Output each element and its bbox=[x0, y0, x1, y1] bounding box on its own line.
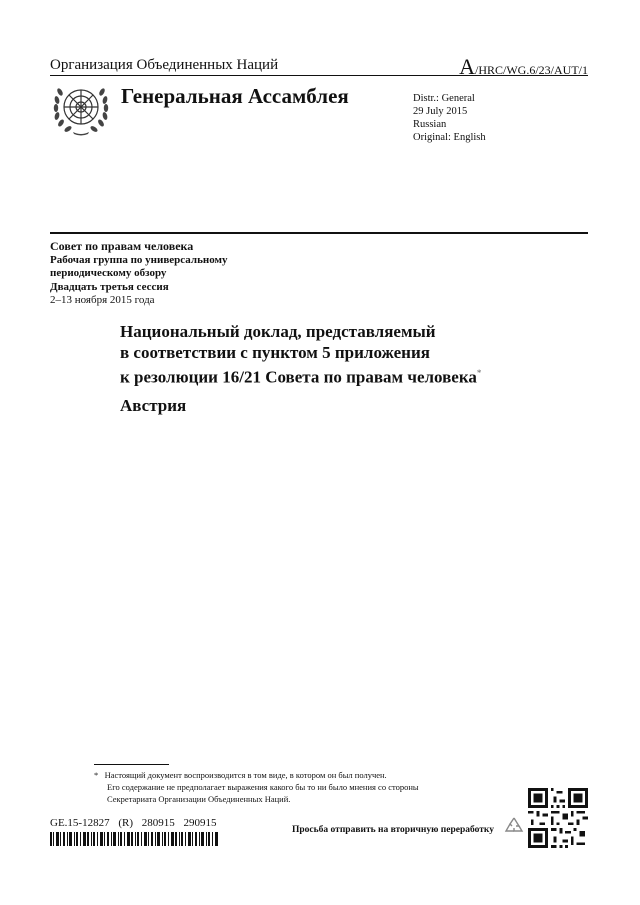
symbol-letter: A bbox=[459, 54, 475, 79]
footnote-divider bbox=[94, 764, 169, 765]
qr-code-icon bbox=[528, 788, 588, 848]
general-assembly-heading: Генеральная Ассамблея bbox=[121, 84, 349, 108]
council-block bbox=[50, 240, 228, 308]
distribution-block bbox=[413, 92, 486, 144]
footnote-line1-text: Настоящий документ воспроизводится в том виде, в котором он был получен. bbox=[104, 770, 387, 780]
footnote-line2: Его содержание не предполагает выражения какого бы то ни было мнения со стороны bbox=[107, 782, 419, 792]
footnote-reference: * bbox=[476, 368, 482, 378]
session-name: Двадцать третья сессия bbox=[50, 280, 169, 293]
section-divider bbox=[50, 232, 588, 234]
header-divider bbox=[50, 75, 588, 76]
barcode-icon bbox=[50, 832, 220, 846]
report-title bbox=[120, 322, 481, 388]
report-title-line1: Национальный доклад, представляемый bbox=[120, 322, 436, 341]
report-title-line2: в соответствии с пунктом 5 приложения bbox=[120, 342, 430, 362]
un-emblem-icon bbox=[51, 80, 111, 138]
distribution-language: Russian bbox=[413, 119, 447, 130]
report-title-line3 bbox=[120, 363, 481, 388]
council-name: Совет по правам человека bbox=[50, 239, 194, 253]
footnote bbox=[94, 769, 419, 805]
session-dates: 2–13 ноября 2015 года bbox=[50, 294, 155, 306]
symbol-code: /HRC/WG.6/23/AUT/1 bbox=[475, 63, 588, 77]
organization-name: Организация Объединенных Наций bbox=[50, 57, 279, 73]
footnote-mark: * bbox=[94, 770, 99, 780]
recycle-note: Просьба отправить на вторичную переработку bbox=[292, 825, 494, 835]
report-title-line3-text: к резолюции 16/21 Совета по правам человека bbox=[120, 367, 477, 387]
footnote-line1 bbox=[94, 769, 419, 781]
footnote-line3: Секретариата Организации Объединенных Наций. bbox=[107, 794, 291, 804]
working-group-line2: периодическому обзору bbox=[50, 267, 167, 279]
document-symbol bbox=[459, 54, 588, 80]
distribution-type: Distr.: General bbox=[413, 93, 475, 104]
distribution-original: Original: English bbox=[413, 132, 486, 143]
recycle-icon bbox=[503, 815, 525, 837]
country-heading: Австрия bbox=[120, 396, 187, 415]
working-group-line1: Рабочая группа по универсальному bbox=[50, 253, 228, 266]
document-number: GE.15-12827 (R) 280915 290915 bbox=[50, 817, 217, 829]
distribution-date: 29 July 2015 bbox=[413, 106, 468, 117]
